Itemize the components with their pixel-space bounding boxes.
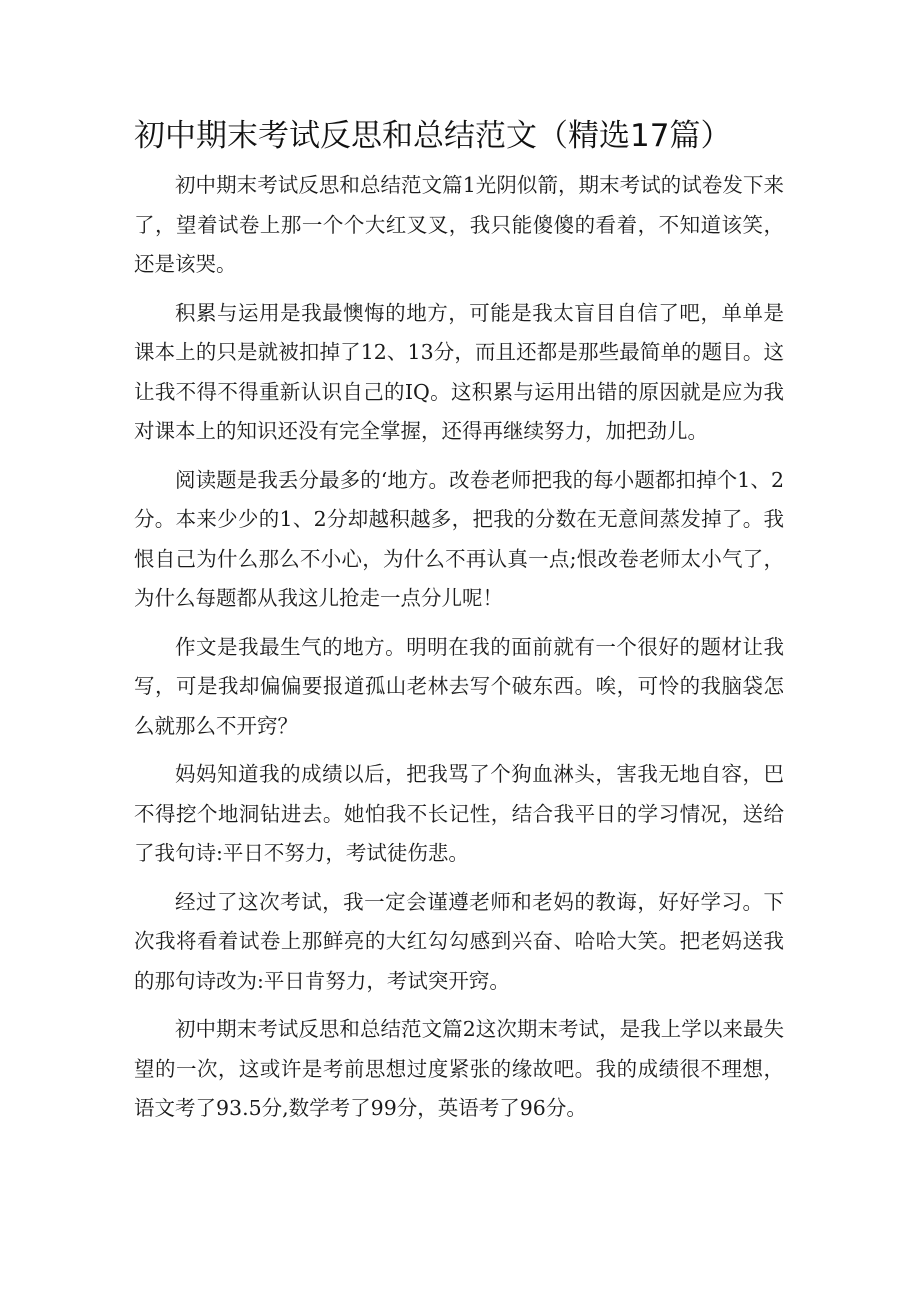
document-body	[134, 166, 784, 1138]
paragraph-7: 初中期末考试反思和总结范文篇2这次期末考试，是我上学以来最失望的一次，这或许是考前思想过度紧张的缘故吧。我的成绩很不理想，语文考了93.5分,数学考了99分，英语考了96分。	[134, 1017, 784, 1120]
paragraph-3: 阅读题是我丢分最多的‘地方。改卷老师把我的每小题都扣掉个1、2分。本来少少的1、2分却越积越多，把我的分数在无意间蒸发掉了。我恨自己为什么那么不小心，为什么不再认真一点;恨改卷老师太小气了，为什么每题都从我这儿抢走一点分儿呢！	[134, 467, 784, 610]
paragraph-1: 初中期末考试反思和总结范文篇1光阴似箭，期末考试的试卷发下来了，望着试卷上那一个个大红叉叉，我只能傻傻的看着，不知道该笑，还是该哭。	[134, 173, 784, 276]
paragraph-2: 积累与运用是我最懊悔的地方，可能是我太盲目自信了吧，单单是课本上的只是就被扣掉了12、13分，而且还都是那些最简单的题目。这让我不得不得重新认识自己的IQ。这积累与运用出错的原因就是应为我对课本上的知识还没有完全掌握，还得再继续努力，加把劲儿。	[134, 300, 784, 443]
paragraph-6: 经过了这次考试，我一定会谨遵老师和老妈的教诲，好好学习。下次我将看着试卷上那鲜亮的大红勾勾感到兴奋、哈哈大笑。把老妈送我的那句诗改为:平日肯努力，考试突开窍。	[134, 889, 784, 993]
paragraph-4: 作文是我最生气的地方。明明在我的面前就有一个很好的题材让我写，可是我却偏偏要报道孤山老林去写个破东西。唉，可怜的我脑袋怎么就那么不开窍？	[134, 634, 784, 738]
paragraph-5: 妈妈知道我的成绩以后，把我骂了个狗血淋头，害我无地自容，巴不得挖个地洞钻进去。她怕我不长记性，结合我平日的学习情况，送给了我句诗:平日不努力，考试徒伤悲。	[134, 762, 784, 865]
document-title: 初中期末考试反思和总结范文（精选17篇）	[134, 118, 732, 154]
